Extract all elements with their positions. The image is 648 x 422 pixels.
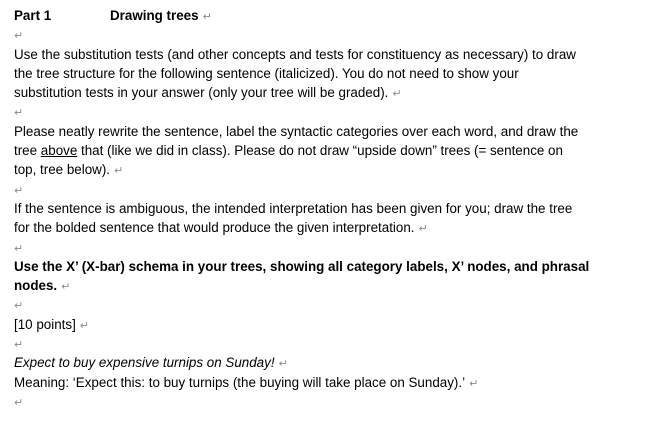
meaning-text: Meaning: ‘Expect this: to buy turnips (the buying will take place on Sunday).’ <box>14 374 466 390</box>
text-line: substitution tests in your answer (only your tree will be graded). <box>14 85 389 101</box>
italic-sentence: Expect to buy expensive turnips on Sunday! <box>14 355 275 371</box>
text-segment: top, tree below). <box>14 162 111 178</box>
points-line <box>14 315 634 334</box>
empty-paragraph <box>14 392 634 411</box>
empty-paragraph <box>14 334 634 353</box>
text-line <box>14 83 634 102</box>
points-value: [10 points] <box>14 316 76 332</box>
paragraph-mark-icon: ↵ <box>392 88 402 101</box>
paragraph-mark-icon: ↵ <box>469 377 479 390</box>
text-line <box>14 141 634 160</box>
paragraph-mark-icon: ↵ <box>61 281 71 294</box>
instructions-paragraph-2 <box>14 122 634 180</box>
empty-paragraph <box>14 180 634 199</box>
text-line: If the sentence is ambiguous, the intended interpretation has been given for you; draw the tree <box>14 200 573 216</box>
paragraph-mark-icon: ↵ <box>278 358 288 371</box>
part-header <box>14 6 634 25</box>
text-segment: that (like we did in class). Please do not draw “upside down” trees (= sentence on <box>77 143 563 159</box>
empty-paragraph <box>14 25 634 44</box>
text-line <box>14 160 634 179</box>
bold-text: Use the X’ (X-bar) schema in your trees, showing all category labels, X’ nodes, and phrasal <box>14 258 590 274</box>
underlined-word: above <box>40 143 78 159</box>
text-line: the tree structure for the following sentence (italicized). You do not need to show your <box>14 65 519 81</box>
text-line <box>14 276 634 295</box>
example-sentence <box>14 353 634 372</box>
bold-text: nodes. <box>14 278 58 294</box>
paragraph-mark-icon: ↵ <box>14 107 24 120</box>
text-line: Please neatly rewrite the sentence, label the syntactic categories over each word, and draw the <box>14 123 579 139</box>
instructions-paragraph-4 <box>14 257 634 296</box>
text-line <box>14 257 634 276</box>
paragraph-mark-icon: ↵ <box>14 242 24 255</box>
meaning-line <box>14 373 634 392</box>
empty-paragraph <box>14 295 634 314</box>
paragraph-mark-icon: ↵ <box>418 223 428 236</box>
text-line <box>14 218 634 237</box>
text-segment: for the bolded sentence that would produce the given interpretation. <box>14 220 415 236</box>
paragraph-mark-icon: ↵ <box>14 339 24 352</box>
paragraph-mark-icon: ↵ <box>14 30 24 43</box>
instructions-paragraph-3 <box>14 199 634 238</box>
part-label: Part 1 <box>14 8 52 23</box>
paragraph-mark-icon: ↵ <box>14 184 24 197</box>
paragraph-mark-icon: ↵ <box>14 300 24 313</box>
text-line: Use the substitution tests (and other concepts and tests for constituency as necessary) to draw <box>14 46 576 62</box>
empty-paragraph <box>14 238 634 257</box>
paragraph-mark-icon: ↵ <box>114 165 124 178</box>
paragraph-mark-icon: ↵ <box>202 11 212 23</box>
instructions-paragraph-1 <box>14 45 634 103</box>
part-title: Drawing trees <box>110 8 199 23</box>
text-segment: tree <box>14 143 41 159</box>
empty-paragraph <box>14 102 634 121</box>
paragraph-mark-icon: ↵ <box>79 319 90 332</box>
paragraph-mark-icon: ↵ <box>14 396 24 409</box>
